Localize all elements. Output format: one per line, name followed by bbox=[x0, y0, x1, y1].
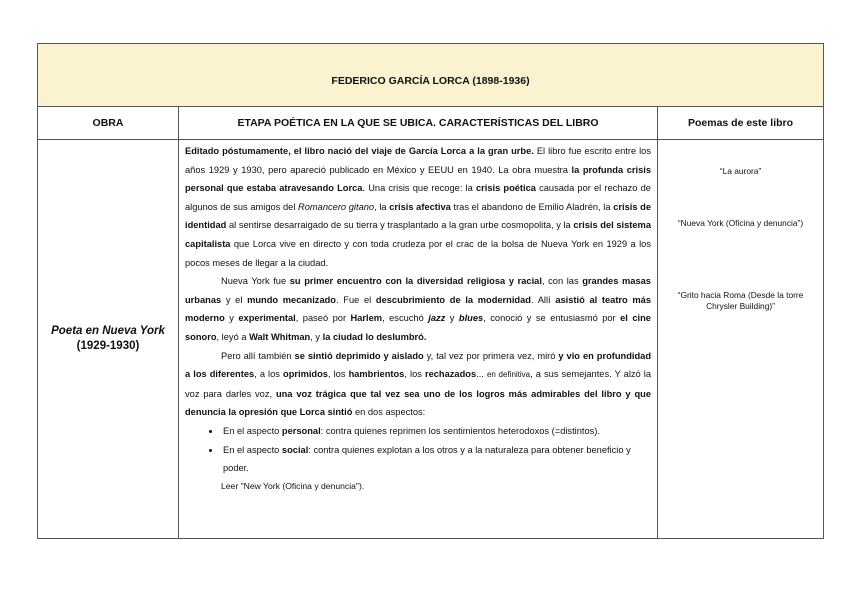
paragraph-2: Nueva York fue su primer encuentro con la diversidad religiosa y racial, con las grandes masas urbanas y el mundo mecanizado. Fue el descubrimiento de la modernidad. Allí asistió al teatro más moderno y experimental, paseó por Harlem, escuchó jazz y blues, conoció y se entusiasmó por el cine sonoro, leyó a Walt Whitman, y la ciudad lo deslumbró. bbox=[185, 276, 652, 342]
poem-item: “Grito hacia Roma (Desde la torre Chrysler Building)” bbox=[677, 290, 804, 311]
paragraph-3: Pero allí también se sintió deprimido y aislado y, tal vez por primera vez, miró y vio en profundidad a los diferentes, a los oprimidos, los hambrientos, los rechazados... en definitiva, a sus semejantes. Y alzó la voz para darles voz, una voz trágica que tal vez sea uno de los logros más admirables del libro y que denuncia la opresión que Lorca sintió en dos aspectos: bbox=[185, 350, 652, 418]
paragraph-1: Editado póstumamente, el libro nació del viaje de García Lorca a la gran urbe. El libro fue escrito entre los años 1929 y 1930, pero apareció publicado en México y EEUU en 1940. La obra muestra la profunda crisis personal que estaba atravesando Lorca. Una crisis que recoge: la crisis poética causada por el rechazo de algunos de sus amigos del Romancero gitano, la crisis afectiva tras el abandono de Emilio Aladrén, la crisis de identidad al sentirse desarraigado de su tierra y trasplantado a la gran urbe cosmopolita, y la crisis del sistema capitalista que Lorca vive en directo y con toda crudeza por el crac de la bolsa de Nueva York en 1929 a los pocos meses de llegar a la ciudad. bbox=[185, 146, 652, 268]
reading-note: Leer "New York (Oficina y denuncia"). bbox=[221, 480, 365, 491]
header-etapa: ETAPA POÉTICA EN LA QUE SE UBICA. CARACTERÍSTICAS DEL LIBRO bbox=[179, 107, 658, 140]
aspects-list bbox=[185, 422, 651, 478]
list-item: • En el aspecto personal: contra quienes reprimen los sentimientos heterodoxos (=distintos). bbox=[221, 422, 651, 441]
obra-cell bbox=[38, 140, 179, 539]
header-obra: OBRA bbox=[38, 107, 179, 140]
poem-item: “Nueva York (Oficina y denuncia”) bbox=[677, 218, 804, 228]
list-item: • En el aspecto social: contra quienes explotan a los otros y a la naturaleza para obtener beneficio y poder. bbox=[221, 441, 651, 478]
header-row bbox=[38, 107, 824, 140]
obra-years: (1929-1930) bbox=[76, 340, 140, 352]
lorca-table bbox=[37, 43, 824, 539]
header-poemas: Poemas de este libro bbox=[658, 107, 824, 140]
obra-title: Poeta en Nueva York bbox=[51, 325, 165, 337]
description-cell bbox=[179, 140, 658, 539]
poem-item: “La aurora” bbox=[719, 166, 762, 176]
poems-cell bbox=[658, 140, 824, 539]
title-row bbox=[38, 44, 824, 107]
table-title: FEDERICO GARCÍA LORCA (1898-1936) bbox=[38, 44, 824, 107]
content-row bbox=[38, 140, 824, 539]
